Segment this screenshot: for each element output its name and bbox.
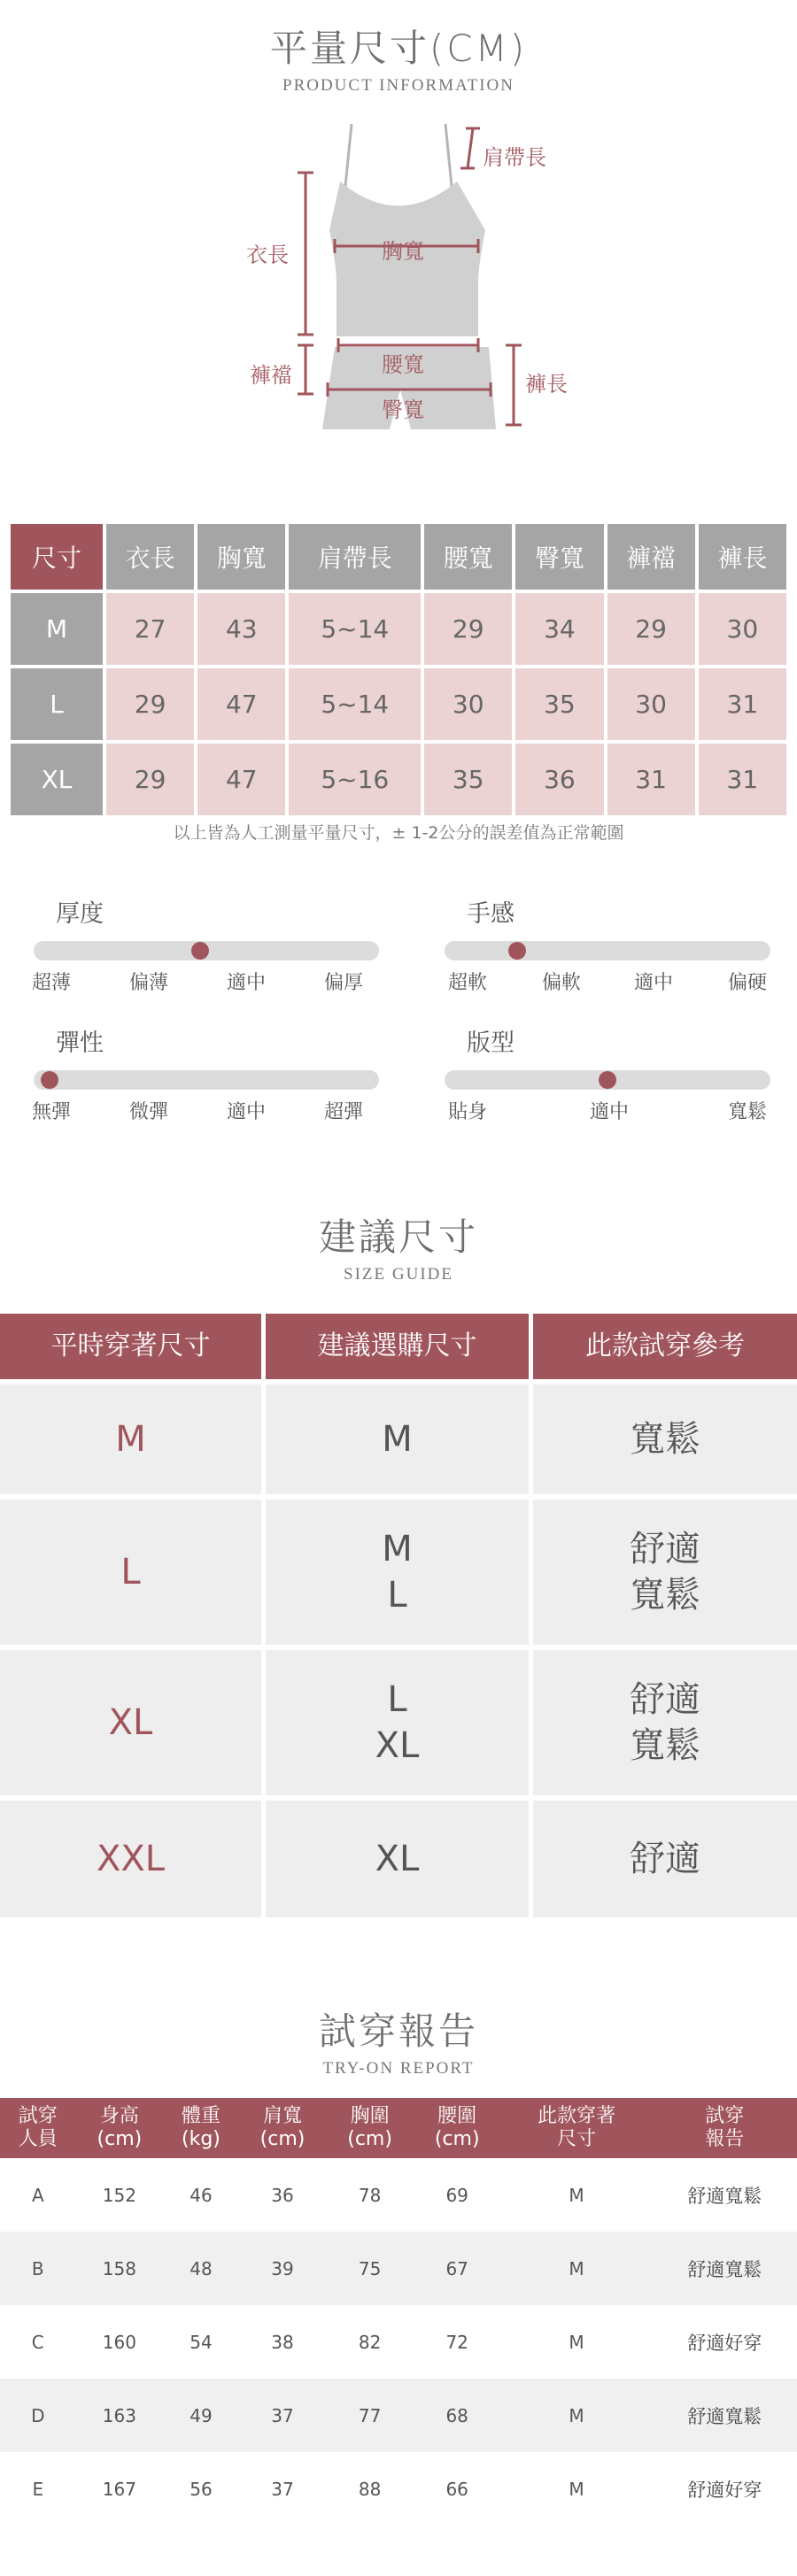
table-row (11, 593, 786, 665)
stretch-indicator (41, 1071, 58, 1089)
label-chest-width: 胸寬 (382, 239, 424, 264)
suggested-size-line: M (382, 1529, 413, 1570)
table-cell: M (569, 2331, 584, 2353)
fit-reference-line: 舒適 (630, 1529, 700, 1570)
fit-reference (533, 1801, 797, 1917)
table-cell: 88 (358, 2478, 382, 2500)
fit-reference-line: 寬鬆 (630, 1575, 700, 1616)
tick-label: 微彈 (128, 1101, 169, 1123)
size-guide-table (0, 1308, 797, 1923)
fit-reference-line: 舒適 (630, 1679, 700, 1720)
report-header (0, 2098, 797, 2158)
table-cell: 48 (163, 2232, 239, 2305)
table-row (0, 2379, 797, 2452)
header-pants-length: 褲長 (699, 524, 786, 590)
report-title-en: TRY-ON REPORT (322, 2059, 475, 2078)
header-chest: 胸寬 (197, 524, 285, 590)
fit-reference (533, 1500, 797, 1645)
fit-track (445, 1070, 770, 1090)
guide-header (0, 1314, 797, 1379)
table-cell: 68 (414, 2379, 501, 2452)
table-cell: 34 (515, 593, 603, 665)
measure-title-zh: 平量尺寸(CM) (269, 27, 528, 70)
fit-reference (533, 1650, 797, 1795)
table-cell: 36 (271, 2184, 294, 2206)
table-cell: 30 (607, 668, 695, 740)
table-row (0, 2452, 797, 2526)
usual-size: XL (0, 1650, 266, 1795)
thickness-rating (31, 894, 379, 994)
tick-label: 適中 (226, 972, 267, 994)
header-fit-reference: 此款試穿參考 (533, 1314, 797, 1379)
table-cell: 29 (106, 668, 194, 740)
table-cell: 82 (358, 2331, 382, 2353)
table-cell: D (0, 2379, 76, 2452)
report-title-zh: 試穿報告 (318, 2009, 478, 2053)
table-cell: 37 (271, 2478, 294, 2500)
tick-label: 寬鬆 (727, 1101, 768, 1123)
header-suggested-size: 建議選購尺寸 (266, 1314, 533, 1379)
table-cell: 72 (445, 2331, 468, 2353)
tick-label: 適中 (226, 1101, 267, 1123)
label-waist-width: 腰寬 (382, 352, 424, 377)
fit-ticks (445, 1097, 790, 1123)
table-cell: 37 (239, 2379, 327, 2452)
header-worn-size: 此款穿著 尺寸 (500, 2098, 652, 2158)
suggested-size-line: L (387, 1679, 407, 1720)
table-cell: 29 (607, 593, 695, 665)
row-size: XL (11, 744, 103, 815)
table-cell: 39 (239, 2232, 327, 2305)
table-cell: 38 (271, 2331, 294, 2353)
garment-illustration (0, 0, 797, 460)
table-cell: 35 (424, 744, 512, 815)
table-cell: E (32, 2478, 44, 2500)
guide-row (0, 1500, 797, 1645)
label-top-length: 衣長 (246, 243, 289, 267)
header-height: 身高 (cm) (76, 2098, 164, 2158)
table-cell: 43 (197, 593, 285, 665)
header-length: 衣長 (106, 524, 194, 590)
table-cell: 69 (445, 2184, 468, 2206)
table-cell: 5~14 (289, 668, 421, 740)
row-size: M (11, 593, 103, 665)
table-cell: 30 (424, 668, 512, 740)
table-cell: 舒適寬鬆 (653, 2232, 797, 2305)
tick-label: 偏軟 (541, 972, 582, 994)
row-size: L (11, 668, 103, 740)
suggested-size (266, 1650, 533, 1795)
label-hip-width: 臀寬 (382, 397, 424, 422)
table-cell: M (500, 2232, 652, 2305)
tick-label: 貼身 (447, 1101, 488, 1123)
hand-feel-label: 手感 (467, 900, 515, 928)
table-cell: 27 (106, 593, 194, 665)
table-cell: C (31, 2331, 44, 2353)
fit-label: 版型 (467, 1030, 515, 1057)
table-cell: 舒適寬鬆 (653, 2379, 797, 2452)
fit-reference-line: 寬鬆 (630, 1725, 700, 1766)
fit-reference-line: 舒適 (630, 1839, 700, 1879)
suggested-size-line: L (387, 1575, 407, 1616)
table-cell: 75 (326, 2232, 414, 2305)
table-cell: 36 (515, 744, 603, 815)
try-on-report-table (0, 2098, 797, 2526)
header-bust: 胸圍 (cm) (326, 2098, 414, 2158)
guide-row (0, 1801, 797, 1917)
usual-size: M (0, 1384, 266, 1494)
table-cell: 167 (102, 2478, 136, 2500)
thickness-indicator (191, 942, 209, 960)
guide-title-zh: 建議尺寸 (318, 1215, 478, 1259)
hand-feel-rating (445, 894, 790, 994)
suggested-size (266, 1801, 533, 1917)
table-row (11, 668, 786, 740)
table-cell: 47 (197, 744, 285, 815)
header-waist-circ: 腰圍 (cm) (414, 2098, 501, 2158)
header-feedback: 試穿 報告 (653, 2098, 797, 2158)
header-usual-size: 平時穿著尺寸 (0, 1314, 266, 1379)
measurement-note: 以上皆為人工測量平量尺寸，± 1-2公分的誤差值為正常範圍 (173, 823, 624, 843)
garment-diagram (0, 0, 797, 460)
header-waist: 腰寬 (424, 524, 512, 590)
tick-label: 偏硬 (727, 972, 768, 994)
table-cell: 67 (414, 2232, 501, 2305)
tick-label: 超軟 (447, 972, 488, 994)
stretch-track (34, 1070, 379, 1090)
header-hip: 臀寬 (515, 524, 603, 590)
table-cell: 47 (197, 668, 285, 740)
table-cell: 163 (76, 2379, 164, 2452)
label-rise: 褲襠 (250, 363, 292, 388)
suggested-size-line: XL (375, 1725, 420, 1766)
suggested-size-line: XL (375, 1839, 420, 1879)
stretch-rating (31, 1023, 379, 1123)
report-title (0, 2002, 797, 2079)
table-cell: 5~16 (289, 744, 421, 815)
hand-feel-track (445, 941, 770, 960)
fit-reference (533, 1384, 797, 1494)
tick-label: 偏薄 (128, 972, 169, 994)
table-cell: 78 (358, 2184, 382, 2206)
guide-title-en: SIZE GUIDE (344, 1265, 453, 1284)
tick-label: 偏厚 (323, 972, 364, 994)
size-table-header (11, 524, 786, 590)
thickness-label: 厚度 (56, 900, 104, 928)
fit-rating (445, 1023, 790, 1123)
stretch-label: 彈性 (56, 1030, 104, 1057)
header-tester: 試穿 人員 (0, 2098, 76, 2158)
table-row (0, 2305, 797, 2379)
table-cell: 152 (102, 2184, 136, 2206)
fit-indicator (599, 1071, 616, 1089)
stretch-ticks (31, 1097, 379, 1123)
hand-feel-ticks (445, 968, 790, 994)
table-row (0, 2158, 797, 2232)
table-row (0, 2232, 797, 2305)
table-cell: 31 (699, 744, 786, 815)
measure-title-en: PRODUCT INFORMATION (282, 76, 515, 95)
size-table (7, 521, 790, 819)
table-cell: 160 (102, 2331, 136, 2353)
guide-title (0, 1208, 797, 1284)
table-cell: M (569, 2478, 584, 2500)
header-rise: 褲襠 (607, 524, 695, 590)
label-pants-length: 褲長 (525, 372, 568, 397)
table-cell: 舒適寬鬆 (687, 2185, 762, 2207)
usual-size: XXL (0, 1801, 266, 1917)
suggested-size-line: M (382, 1419, 413, 1460)
tick-label: 超薄 (31, 972, 72, 994)
table-cell: 舒適好穿 (687, 2479, 762, 2501)
header-strap: 肩帶長 (289, 524, 421, 590)
guide-row (0, 1650, 797, 1795)
table-cell: 5~14 (289, 593, 421, 665)
hand-feel-indicator (508, 942, 526, 960)
table-cell: 46 (190, 2184, 213, 2206)
tick-label: 無彈 (31, 1101, 72, 1123)
table-cell: 30 (699, 593, 786, 665)
table-cell: 35 (515, 668, 603, 740)
table-cell: 49 (163, 2379, 239, 2452)
table-cell: M (569, 2184, 584, 2206)
table-cell: 77 (326, 2379, 414, 2452)
tick-label: 超彈 (323, 1101, 364, 1123)
guide-row (0, 1384, 797, 1494)
fit-reference-line: 寬鬆 (630, 1419, 700, 1460)
table-cell: 66 (445, 2478, 468, 2500)
table-cell: 31 (607, 744, 695, 815)
table-cell: 31 (699, 668, 786, 740)
table-cell: 158 (76, 2232, 164, 2305)
suggested-size (266, 1384, 533, 1494)
table-row (11, 744, 786, 815)
table-cell: M (500, 2379, 652, 2452)
table-cell: 29 (106, 744, 194, 815)
tick-label: 適中 (589, 1101, 630, 1123)
table-cell: 54 (190, 2331, 213, 2353)
header-size: 尺寸 (11, 524, 103, 590)
table-cell: A (31, 2184, 44, 2206)
label-strap-length: 肩帶長 (483, 145, 546, 170)
usual-size: L (0, 1500, 266, 1645)
table-cell: 舒適好穿 (687, 2332, 762, 2354)
tick-label: 適中 (633, 972, 674, 994)
thickness-ticks (31, 968, 379, 994)
thickness-track (34, 941, 379, 960)
header-shoulder: 肩寬 (cm) (239, 2098, 327, 2158)
table-cell: B (0, 2232, 76, 2305)
suggested-size (266, 1500, 533, 1645)
table-cell: 56 (190, 2478, 213, 2500)
table-cell: 29 (424, 593, 512, 665)
header-weight: 體重 (kg) (163, 2098, 239, 2158)
